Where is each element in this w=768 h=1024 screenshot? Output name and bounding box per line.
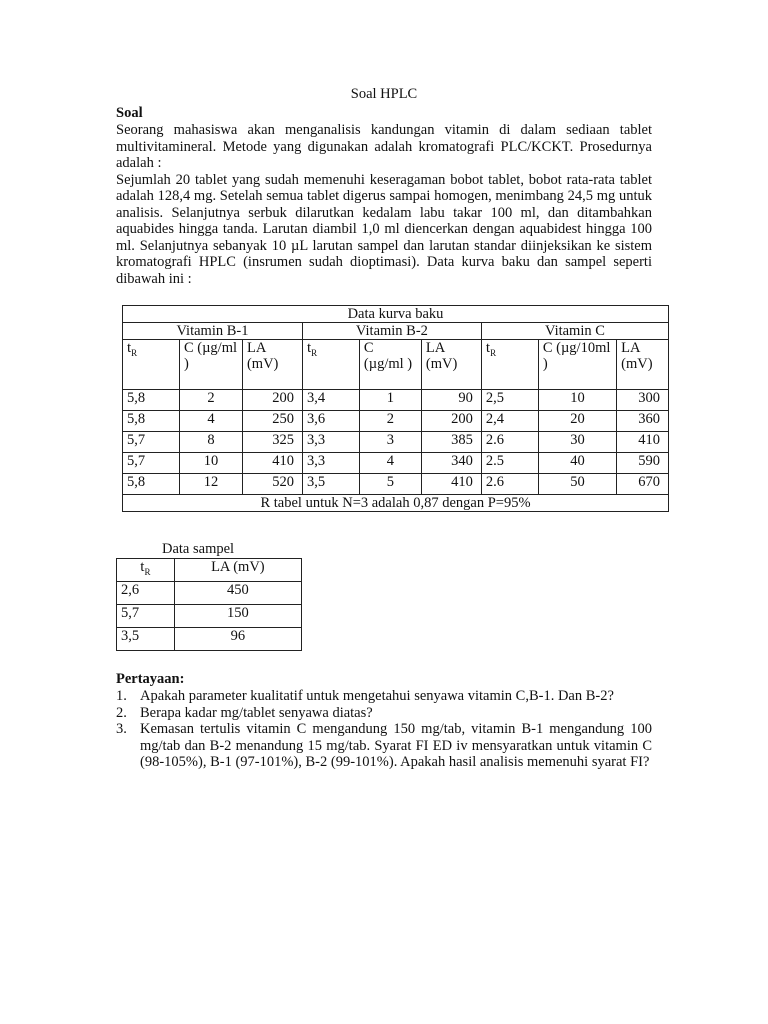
conc-b2-cell: 1 (359, 390, 421, 411)
tr-header: $t_R$ (117, 559, 175, 582)
sample-la-cell: 450 (174, 582, 301, 605)
questions-section (116, 671, 652, 771)
la-b1-cell: 250 (242, 411, 302, 432)
table-row (117, 628, 302, 651)
tr-b2-cell: 3,6 (302, 411, 359, 432)
question-item (116, 688, 652, 705)
tr-c-cell: 2.5 (481, 453, 538, 474)
question-item (116, 705, 652, 722)
conc-b1-cell: 4 (179, 411, 242, 432)
standard-curve-table (122, 305, 669, 512)
document-body (116, 86, 652, 287)
question-number: 3. (116, 721, 127, 737)
group-header-c: Vitamin C (481, 323, 668, 340)
conc-c-cell: 30 (538, 432, 616, 453)
document-title: Soal HPLC (350, 86, 418, 102)
la-b2-cell: 410 (421, 474, 481, 495)
table-row (123, 474, 669, 495)
sample-tr-cell: 2,6 (117, 582, 175, 605)
conc-b2-cell: 3 (359, 432, 421, 453)
question-text: Berapa kadar mg/tablet senyawa diatas? (140, 704, 373, 721)
conc-b2-cell: 2 (359, 411, 421, 432)
conc-c-cell: 10 (538, 390, 616, 411)
intro-paragraph: Seorang mahasiswa akan menganalisis kandungan vitamin di dalam sediaan tablet multivitamineral. Metode yang digunakan adalah kromatografi PLC/KCKT. Prosedurnya adalah : (116, 122, 652, 171)
question-text: Kemasan tertulis vitamin C mengandung 150 mg/tab, vitamin B-1 mengandung 100 mg/tab dan B-2 menandung 15 mg/tab. Syarat FI ED iv mensyaratkan untuk vitamin C (98-105%), B-1 (97-101%), B-2 (99-101%). Apakah hasil analisis memenuhi syarat FI? (140, 721, 652, 770)
la-b1-cell: 325 (242, 432, 302, 453)
table-caption: Data kurva baku (123, 306, 669, 323)
la-header: LA (mV) (421, 340, 481, 390)
conc-c-cell: 50 (538, 474, 616, 495)
concentration-header: C (µg/ml ) (179, 340, 242, 390)
la-header: LA (mV) (174, 559, 301, 582)
la-b2-cell: 200 (421, 411, 481, 432)
group-header-b2: Vitamin B-2 (302, 323, 481, 340)
tr-b1-cell: 5,8 (123, 411, 180, 432)
la-c-cell: 300 (617, 390, 669, 411)
table-footer-note: R tabel untuk N=3 adalah 0,87 dengan P=95% (123, 495, 669, 512)
la-c-cell: 670 (617, 474, 669, 495)
question-item (116, 721, 652, 771)
tr-b2-cell: 3,4 (302, 390, 359, 411)
conc-b1-cell: 12 (179, 474, 242, 495)
table-row (117, 605, 302, 628)
table-row (123, 432, 669, 453)
la-b2-cell: 340 (421, 453, 481, 474)
question-text: Apakah parameter kualitatif untuk mengetahui senyawa vitamin C,B-1. Dan B-2? (140, 688, 614, 704)
table-row (117, 582, 302, 605)
questions-heading: Pertayaan: (116, 671, 185, 687)
tr-c-cell: 2.6 (481, 474, 538, 495)
tr-c-cell: 2.6 (481, 432, 538, 453)
tr-c-cell: 2,5 (481, 390, 538, 411)
tr-b2-cell: 3,3 (302, 453, 359, 474)
tr-header: $t_R$ (481, 340, 538, 390)
sample-la-cell: 96 (174, 628, 301, 651)
tr-header: $t_R$ (302, 340, 359, 390)
tr-header: $t_R$ (123, 340, 180, 390)
table-row (123, 453, 669, 474)
section-heading: Soal (116, 105, 143, 121)
la-b1-cell: 410 (242, 453, 302, 474)
conc-b1-cell: 2 (179, 390, 242, 411)
tr-b2-cell: 3,5 (302, 474, 359, 495)
la-header: LA (mV) (617, 340, 669, 390)
conc-b1-cell: 8 (179, 432, 242, 453)
procedure-paragraph: Sejumlah 20 tablet yang sudah memenuhi keseragaman bobot tablet, bobot rata-rata tablet adalah 128,4 mg. Setelah semua tablet digerus sampai homogen, menimbang 24,5 mg untuk analisis. Selanjutnya serbuk dilarutkan kedalam labu takar 100 ml, dan ditambahkan aquabides hingga tanda. Larutan diambil 1,0 ml diencerkan dengan aquabidest hingga 100 ml. Selanjutnya sebanyak 10 µL larutan sampel dan larutan standar diinjeksikan ke sistem kromatografi HPLC (insrumen sudah dioptimasi). Data kurva baku dan sampel seperti dibawah ini : (116, 171, 652, 287)
conc-c-cell: 20 (538, 411, 616, 432)
group-header-b1: Vitamin B-1 (123, 323, 303, 340)
la-b2-cell: 385 (421, 432, 481, 453)
la-c-cell: 590 (617, 453, 669, 474)
tr-b1-cell: 5,7 (123, 453, 180, 474)
sample-la-cell: 150 (174, 605, 301, 628)
tr-b1-cell: 5,8 (123, 390, 180, 411)
tr-b1-cell: 5,7 (123, 432, 180, 453)
la-header: LA (mV) (242, 340, 302, 390)
sample-tr-cell: 5,7 (117, 605, 175, 628)
sample-tr-cell: 3,5 (117, 628, 175, 651)
question-number: 1. (116, 688, 127, 704)
table-row (123, 390, 669, 411)
concentration-header: C (µg/ml ) (359, 340, 421, 390)
la-c-cell: 410 (617, 432, 669, 453)
concentration-header: C (µg/10ml ) (538, 340, 616, 390)
conc-b1-cell: 10 (179, 453, 242, 474)
sample-data-table (116, 558, 302, 651)
la-b1-cell: 200 (242, 390, 302, 411)
conc-b2-cell: 4 (359, 453, 421, 474)
conc-b2-cell: 5 (359, 474, 421, 495)
question-number: 2. (116, 704, 127, 721)
sample-table-caption: Data sampel (162, 541, 235, 557)
conc-c-cell: 40 (538, 453, 616, 474)
la-b2-cell: 90 (421, 390, 481, 411)
tr-b1-cell: 5,8 (123, 474, 180, 495)
tr-c-cell: 2,4 (481, 411, 538, 432)
la-c-cell: 360 (617, 411, 669, 432)
la-b1-cell: 520 (242, 474, 302, 495)
tr-b2-cell: 3,3 (302, 432, 359, 453)
table-row (123, 411, 669, 432)
